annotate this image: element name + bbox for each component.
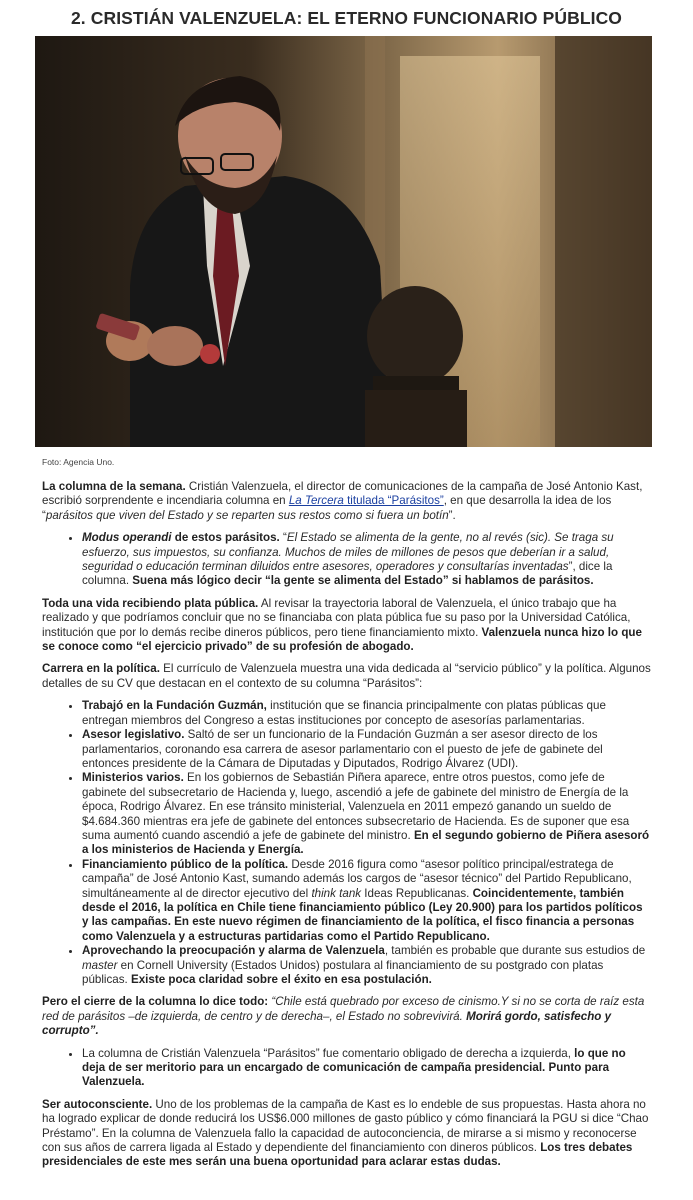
emphasis-bold: Suena más lógico decir “la gente se alimenta del Estado” si hablamos de parásitos. [132, 574, 594, 588]
lead-bold: La columna de la semana. [42, 480, 186, 493]
paragraph-autoconsciente: Ser autoconsciente. Uno de los problemas de la campaña de Kast es lo endeble de sus propuestas. Hasta ahora no ha logrado explicar de donde reducirá los US$6.000 millones de gasto público y cómo financiará la PGU si dice “Chao Préstamo”. En la columna de Valenzuela fallo la capacidad de autoconciencia, de mirarse a si mismo y reconocerse con sus años de carrera ligada al Estado y dependiente del financiamiento con dineros públicos. Los tres debates presidenciales de este mes serán una buena oportunidad para aclarar estas dudas. [42, 1097, 649, 1169]
text: Cristián Valenzuela, el director de comunicaciones de la campaña de José Antonio Kast, escribió sorprendente e incendiaria columna en [42, 480, 643, 508]
lead-bold: Carrera en la política. [42, 662, 160, 676]
paragraph-plata-publica: Toda una vida recibiendo plata pública. Al revisar la trayectoria laboral de Valenzuela, el único trabajo que ha realizado y que podríamos concluir que no se financiaba con plata pública fue su paso por la Universidad Católica, institución que por lo demás recibe dineros públicos, pero tiene financiamiento mixto. Valenzuela nunca hizo lo que se conoce como “el ejercicio privado” de su profesión de abogado. [42, 596, 642, 654]
paragraph-columna-semana [42, 480, 652, 523]
article-photo [35, 36, 652, 447]
list-item: • Modus operandi de estos parásitos. “El Estado se alimenta de la gente, no al revés (sic). Se traga su esfuerzo, sus impuestos, su confianza. Muchos de miles de millones de pesos que deberían ir a salud, seguridad o educación terminan diluidos entre asesores, operadores y consultarías inventadas”, dice la columna. Suena más lógico decir “la gente se alimenta del Estado” si hablamos de parásitos. [82, 531, 652, 589]
photo-illustration [35, 36, 652, 447]
list-item: • Asesor legislativo. Saltó de ser un funcionario de la Fundación Guzmán a ser asesor directo de los parlamentarios, coronando esa carrera de asesor parlamentario con el puesto de jefe de gabinete del entonces presidente de la Cámara de Diputadas y Diputados, Rodrigo Álvarez (UDI). [82, 728, 652, 771]
list-item: • Trabajó en la Fundación Guzmán, institución que se financia principalmente con platas públicas que entregan miembros del Congreso a estas instituciones por concepto de asesorías parlamentarias. [82, 699, 652, 728]
text: , en que desarrolla la idea de los “ [42, 494, 612, 522]
quote-italic: parásitos que viven del Estado y se reparten sus restos como si fuera un botín [45, 508, 449, 522]
emphasis-bold: Valenzuela nunca hizo lo que se conoce como “el ejercicio privado” de su profesión de abogado. [42, 625, 642, 654]
paragraph-carrera-politica: Carrera en la política. El currículo de Valenzuela muestra una vida dedicada al “servicio público” y la política. Algunos detalles de su CV que destacan en el contexto de su columna “Parásitos”: [42, 662, 651, 690]
list-modus-operandi [42, 531, 652, 589]
list-item: • Aprovechando la preocupación y alarma de Valenzuela, también es probable que durante sus estudios de master en Cornell University (Estados Unidos) postulara al financiamiento de su postgrado con platas públicas. Existe poca claridad sobre el éxito en esa postulación. [82, 944, 652, 987]
article-body [42, 480, 652, 1178]
list-item: • La columna de Cristián Valenzuela “Parásitos” fue comentario obligado de derecha a izquierda, lo que no deja de ser meritorio para un encargado de comunicación de campaña presidencial. Punto para Valenzuela. [82, 1047, 652, 1090]
article-title: 2. CRISTIÁN VALENZUELA: EL ETERNO FUNCIONARIO PÚBLICO [70, 8, 623, 28]
emphasis-bold: Los tres debates presidenciales de este mes serán una buena oportunidad para aclarar estas dudas. [42, 1141, 633, 1169]
list-cv [42, 699, 652, 987]
lead-bold-italic: Modus operandi [82, 531, 172, 545]
la-tercera-link[interactable]: La Tercera titulada “Parásitos” [288, 494, 444, 508]
quote-italic: El Estado se alimenta de la gente, no al revés (sic). Se traga su esfuerzo, sus impuestos, su confianza. Muchos de miles de millones de pesos que deberían ir a salud, seguridad o educación terminan diluidos entre asesores, operadores y consultarías inventadas [82, 531, 614, 574]
photo-caption: Foto: Agencia Uno. [42, 457, 115, 467]
list-item: • Financiamiento público de la política. Desde 2016 figura como “asesor político principal/estratega de campaña” de José Antonio Kast, sumando además los cargos de “asesor técnico” del Partido Republicano, simultáneamente al de director ejecutivo del think tank Ideas Republicanas. Coincidentemente, también desde el 2016, la política en Chile tiene financiamiento público (Ley 20.900) para los partidos políticos y las campañas. En este nuevo régimen de financiamiento de la política, el fisco financia a personas como Valenzuela y a estructuras partidarias como el Partido Republicano. [82, 858, 652, 944]
lead-bold: Toda una vida recibiendo plata pública. [42, 596, 259, 610]
list-comentario [42, 1047, 652, 1090]
quote-bold-italic: Morirá gordo, satisfecho y corrupto”. [42, 1009, 612, 1038]
list-item: • Ministerios varios. En los gobiernos de Sebastián Piñera aparece, entre otros puestos, como jefe de gabinete del subsecretario de Hacienda y, luego, ascendió a jefe de gabinete del ministro de Energía de la época, Rodrigo Álvarez. En ese tránsito ministerial, Valenzuela en 2011 empezó ganando un sueldo de $4.684.360 mientras era jefe de gabinete del entonces subsecretario de Hacienda. Es de suponer que esa suma aumentó cuando ascendió a jefe de gabinete del ministro. En el segundo gobierno de Piñera asesoró a los ministerios de Hacienda y Energía. [82, 771, 652, 857]
quote-italic: “Chile está quebrado por exceso de cinismo.Y si no se corta de raíz esta red de parásitos –de izquierda, de centro y de derecha–, el Estado no sobrevivirá. [42, 995, 645, 1023]
lead-bold: Pero el cierre de la columna lo dice todo: [42, 995, 269, 1009]
lead-bold: Ser autoconsciente. [42, 1097, 153, 1111]
text: ”. [448, 508, 456, 522]
paragraph-cierre-columna [42, 995, 652, 1038]
